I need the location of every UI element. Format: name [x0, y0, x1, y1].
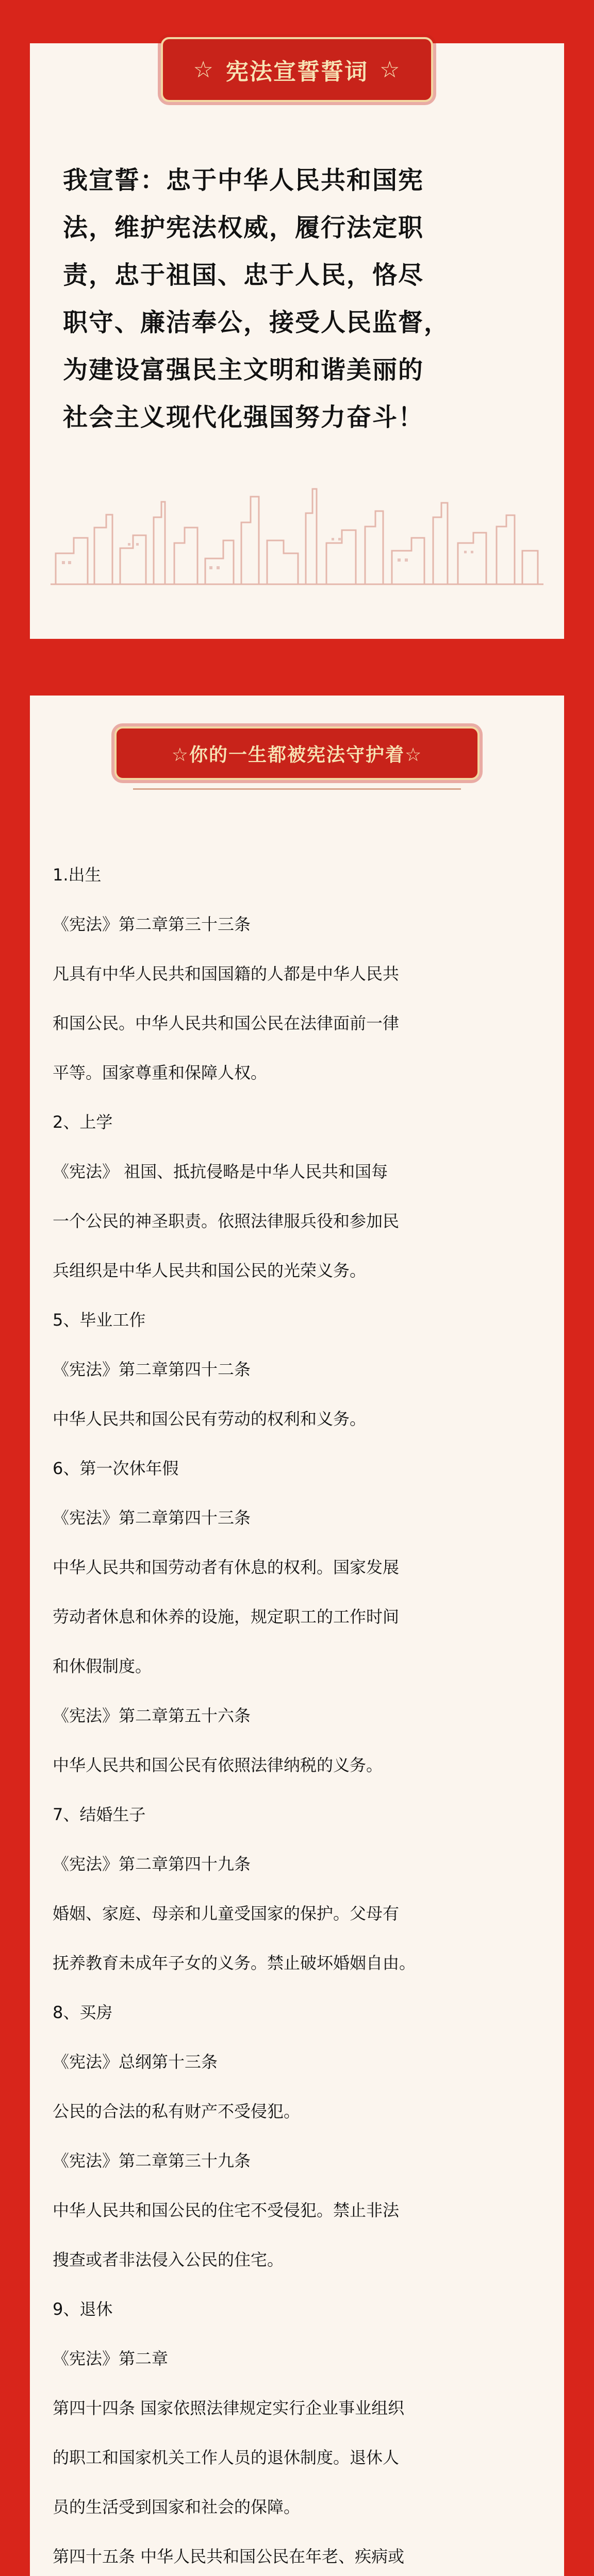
oath-title-banner	[161, 37, 433, 102]
oath-title: 宪法宣誓誓词	[226, 59, 368, 85]
oath-card	[30, 43, 564, 639]
text-line: 中华人民共和国公民有劳动的权利和义务。	[53, 1409, 367, 1429]
text-line: 《宪法》第二章	[53, 2349, 169, 2368]
text-line: 和国公民。中华人民共和国公民在法律面前一律	[53, 1013, 400, 1033]
text-line: 第四十四条 国家依照法律规定实行企业事业组织	[53, 2398, 405, 2418]
text-line: 凡具有中华人民共和国国籍的人都是中华人民共	[53, 964, 400, 984]
oath-line: 我宣誓：忠于中华人民共和国宪	[63, 166, 424, 195]
text-line: 《宪法》第二章第四十三条	[53, 1508, 251, 1528]
text-line: 抚养教育未成年子女的义务。禁止破坏婚姻自由。	[53, 1953, 416, 1973]
oath-text	[63, 157, 527, 441]
text-line: 婚姻、家庭、母亲和儿童受国家的保护。父母有	[53, 1904, 400, 1923]
text-line: 搜查或者非法侵入公民的住宅。	[53, 2250, 284, 2269]
text-line: 员的生活受到国家和社会的保障。	[53, 2497, 301, 2517]
city-skyline-illustration	[45, 466, 549, 595]
text-line: 第四十五条 中华人民共和国公民在年老、疾病或	[53, 2547, 405, 2566]
text-line: 《宪法》第二章第三十三条	[53, 914, 251, 934]
text-line: 中华人民共和国公民的住宅不受侵犯。禁止非法	[53, 2200, 400, 2220]
constitution-text-list	[53, 850, 542, 2576]
title-divider	[133, 788, 461, 790]
constitution-life-card	[30, 696, 564, 2576]
text-line: 平等。国家尊重和保障人权。	[53, 1063, 268, 1082]
text-line: 《宪法》第二章第四十二条	[53, 1360, 251, 1379]
text-line: 《宪法》第二章第五十六条	[53, 1706, 251, 1725]
text-line: 劳动者休息和休养的设施，规定职工的工作时间	[53, 1607, 400, 1626]
star-right-icon: ☆	[380, 56, 401, 83]
text-line: 2、上学	[53, 1112, 113, 1132]
life-title-banner	[114, 726, 480, 780]
text-line: 一个公民的神圣职责。依照法律服兵役和参加民	[53, 1211, 400, 1231]
oath-line: 责，忠于祖国、忠于人民，恪尽	[63, 261, 424, 290]
text-line: 6、第一次休年假	[53, 1459, 179, 1478]
text-line: 5、毕业工作	[53, 1310, 146, 1330]
text-line: 的职工和国家机关工作人员的退休制度。退休人	[53, 2448, 400, 2467]
text-line: 公民的合法的私有财产不受侵犯。	[53, 2102, 301, 2121]
text-line: 《宪法》第二章第三十九条	[53, 2151, 251, 2171]
star-left-icon: ☆	[193, 56, 214, 83]
text-line: 《宪法》总纲第十三条	[53, 2052, 218, 2072]
oath-line: 法，维护宪法权威，履行法定职	[63, 213, 424, 242]
text-line: 兵组织是中华人民共和国公民的光荣义务。	[53, 1261, 367, 1280]
text-line: 《宪法》 祖国、抵抗侵略是中华人民共和国每	[53, 1162, 388, 1181]
text-line: 9、退休	[53, 2299, 113, 2319]
text-line: 《宪法》第二章第四十九条	[53, 1854, 251, 1874]
text-line: 和休假制度。	[53, 1656, 152, 1676]
text-line: 中华人民共和国公民有依照法律纳税的义务。	[53, 1755, 383, 1775]
text-line: 中华人民共和国劳动者有休息的权利。国家发展	[53, 1557, 400, 1577]
oath-line: 职守、廉洁奉公，接受人民监督，	[63, 308, 450, 337]
life-title: ☆你的一生都被宪法守护着☆	[171, 744, 423, 766]
text-line: 7、结婚生子	[53, 1805, 146, 1824]
text-line: 1.出生	[53, 865, 102, 885]
text-line: 8、买房	[53, 2003, 113, 2022]
oath-line: 社会主义现代化强国努力奋斗！	[63, 403, 424, 432]
oath-line: 为建设富强民主文明和谐美丽的	[63, 355, 424, 384]
